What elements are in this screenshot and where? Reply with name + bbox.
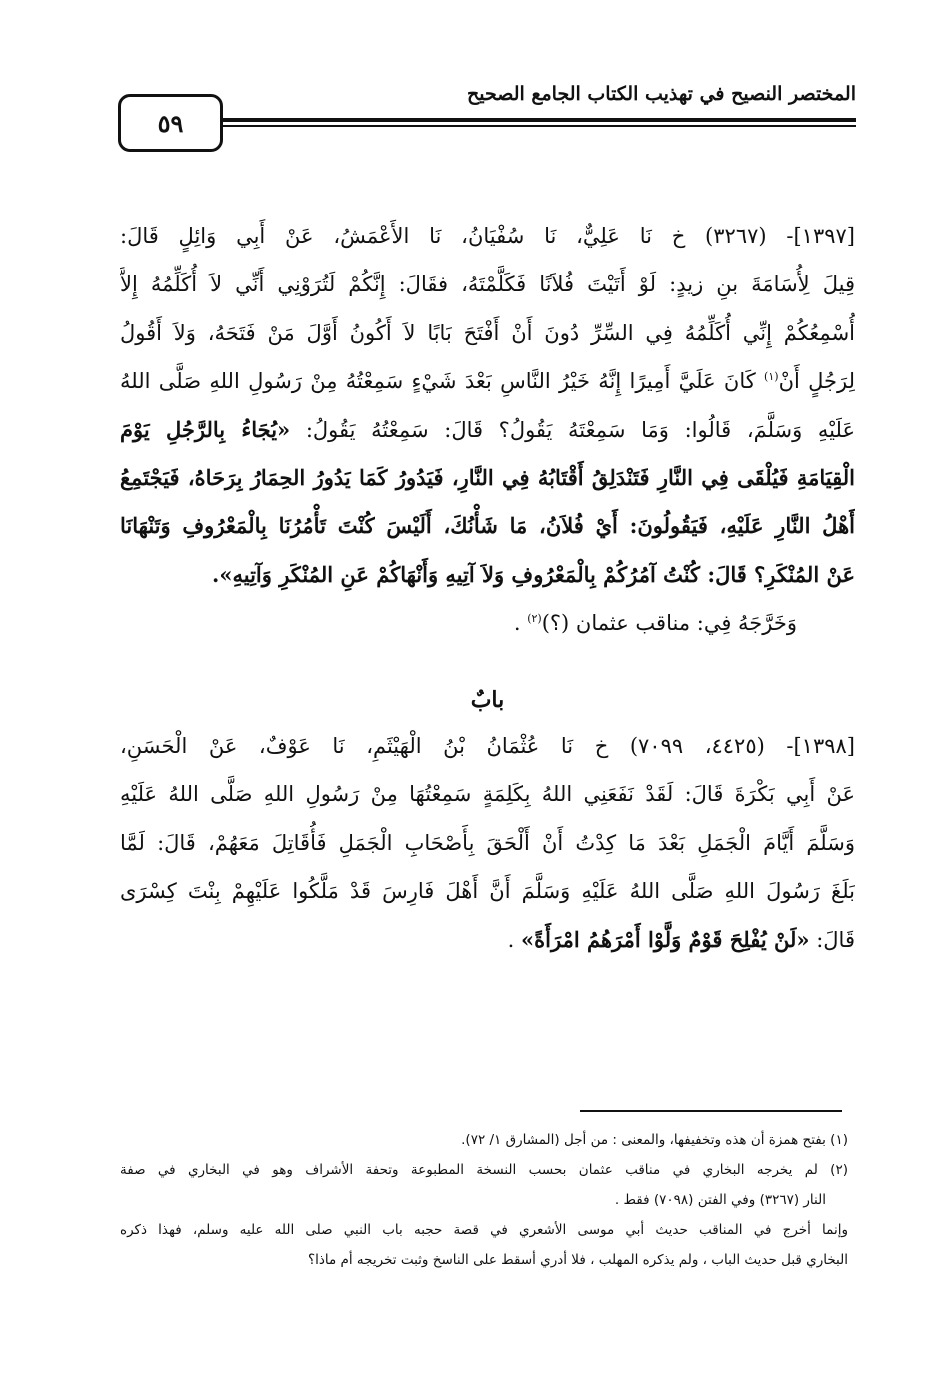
hadith-1397-line-4b: كَانَ عَلَيَّ أَمِيرًا إِنَّهُ خَيْرُ النَّاسِ بَعْدَ شَيْءٍ سَمِعْتُهُ مِنْ رَسُولِ اللهِ صَلَّى اللهُ (120, 369, 765, 394)
hadith-1397-line-5a: عَلَيْهِ وَسَلَّمَ، قَالُوا: وَمَا سَمِعْتَهُ يَقُولُ؟ قَالَ: سَمِعْتُهُ يَقُولُ: (290, 417, 855, 442)
main-text (120, 212, 855, 964)
hadith-1397-line-5 (120, 406, 855, 454)
footnote-2-line-1: (٢) لم يخرجه البخاري في مناقب عثمان بحسب النسخة المطبوعة وتحفة الأشراف وهو في البخاري في صفة (120, 1162, 848, 1178)
hadith-1398-line-3: وَسَلَّمَ أَيَّامَ الْجَمَلِ بَعْدَ مَا كِدْتُ أَنْ أَلْحَقَ بِأَصْحَابِ الْجَمَلِ فَأُقَاتِلَ مَعَهُمْ، قَالَ: لَمَّا (120, 830, 855, 855)
header-rule-thick (223, 118, 856, 122)
running-title: المختصر النصيح في تهذيب الكتاب الجامع الصحيح (466, 83, 856, 105)
footnote-ref-1: (١) (764, 370, 779, 384)
footnote-2-line-2: النار (٣٢٦٧) وفي الفتن (٧٠٩٨) فقط . (614, 1192, 826, 1208)
footnotes (120, 1125, 848, 1275)
hadith-1398-qala: قَالَ: (809, 927, 855, 952)
footnote-1: (١) بفتح همزة أن هذه وتخفيفها، والمعنى : من أجل (المشارق ١/ ٧٢). (461, 1132, 848, 1148)
hadith-1397-line-4a: لِرَجُلٍ أَنْ (778, 369, 855, 394)
header-rule-thin (223, 125, 856, 127)
hadith-1397-line-4 (120, 357, 855, 405)
takhrij-line (120, 599, 855, 647)
takhrij-end: . (513, 611, 528, 636)
hadith-1398-line-5 (120, 916, 855, 964)
hadith-1398-line-4: بَلَغَ رَسُولَ اللهِ صَلَّى اللهُ عَلَيْهِ وَسَلَّمَ أَنَّ أَهْلَ فَارِسَ قَدْ مَلَّكُوا عَلَيْهِمْ بِنْتَ كِسْرَى (120, 879, 855, 904)
hadith-1397-line-3: أُسْمِعُكُمْ إِنِّي أُكَلِّمُهُ فِي السِّرِّ دُونَ أَنْ أَفْتَحَ بَابًا لاَ أَكُونُ أَوَّلَ مَنْ فَتَحَهُ، وَلاَ أَقُولُ (120, 320, 855, 345)
page-header (118, 80, 856, 158)
hadith-1398-line-2: عَنْ أَبِي بَكْرَةَ قَالَ: لَقَدْ نَفَعَنِي اللهُ بِكَلِمَةٍ سَمِعْتُهَا مِنْ رَسُولِ اللهِ صَلَّى اللهُ عَلَيْهِ (120, 782, 855, 807)
hadith-1397-line-8: عَنْ المُنْكَرِ؟ قَالَ: كُنْتُ آمُرُكُمْ بِالْمَعْرُوفِ وَلاَ آتِيهِ وَأَنْهَاكُمْ عَنِ المُنْكَرِ وَآتِيهِ». (212, 561, 855, 587)
bab-heading: بابٌ (470, 686, 505, 713)
footnote-separator (580, 1110, 842, 1112)
hadith-1398-prophetic: «لَنْ يُفْلِحَ قَوْمٌ وَلَّوْا أَمْرَهُمُ امْرَأَةً» (521, 926, 810, 952)
hadith-1398-end: . (507, 927, 522, 952)
hadith-1397-line-1: [١٣٩٧]- (٣٢٦٧) خ نَا عَلِيٌّ، نَا سُفْيَانُ، نَا الأَعْمَشُ، عَنْ أَبِي وَائِلٍ قَالَ: (120, 224, 855, 248)
takhrij-text: وَخَرَّجَهُ فِي: مناقب عثمان (؟) (541, 611, 797, 636)
footnote-2-line-3: وإنما أخرج في المناقب حديث أبي موسى الأشعري في قصة حجبه باب النبي صلى الله عليه وسلم، فهذا ذكره (120, 1222, 848, 1238)
hadith-1397-line-2: قِيلَ لِأُسَامَةَ بنِ زيدٍ: لَوْ أَتَيْتَ فُلاَنًا فَكَلَّمْتَهُ، فقَالَ: إِنَّكُمْ لَتُرَوْنِي أَنِّي لاَ أُكَلِّمُهُ إِلاَّ (120, 272, 855, 297)
page-number: ٥٩ (118, 94, 223, 152)
hadith-1398-line-1: [١٣٩٨]- (٤٤٢٥، ٧٠٩٩) خ نَا عُثْمَانُ بْنُ الْهَيْثَمِ، نَا عَوْفٌ، عَنْ الْحَسَنِ، (120, 734, 855, 759)
footnote-2-line-4: البخاري قبل حديث الباب ، ولم يذكره المهلب ، فلا أدري أسقط على الناسخ وثبت تخريجه أم ماذا؟ (307, 1252, 848, 1268)
hadith-1397-line-6: الْقِيَامَةِ فَيُلْقَى فِي النَّارِ فَتَنْدَلِقُ أَقْتَابُهُ فِي النَّارِ، فَيَدُورُ كَمَا يَدُورُ الحِمَارُ بِرَحَاهُ، فَيَجْتَمِعُ (120, 465, 855, 491)
hadith-1397-prophetic-start: «يُجَاءُ بِالرَّجُلِ يَوْمَ (120, 416, 291, 442)
footnote-ref-2: (٢) (527, 612, 542, 626)
hadith-1397-line-7: أَهْلُ النَّارِ عَلَيْهِ، فَيَقُولُونَ: أَيْ فُلاَنُ، مَا شَأْنُكَ، أَلَيْسَ كُنْتَ تَأْمُرُنَا بِالْمَعْرُوفِ وَتَنْهَانَا (120, 513, 855, 539)
